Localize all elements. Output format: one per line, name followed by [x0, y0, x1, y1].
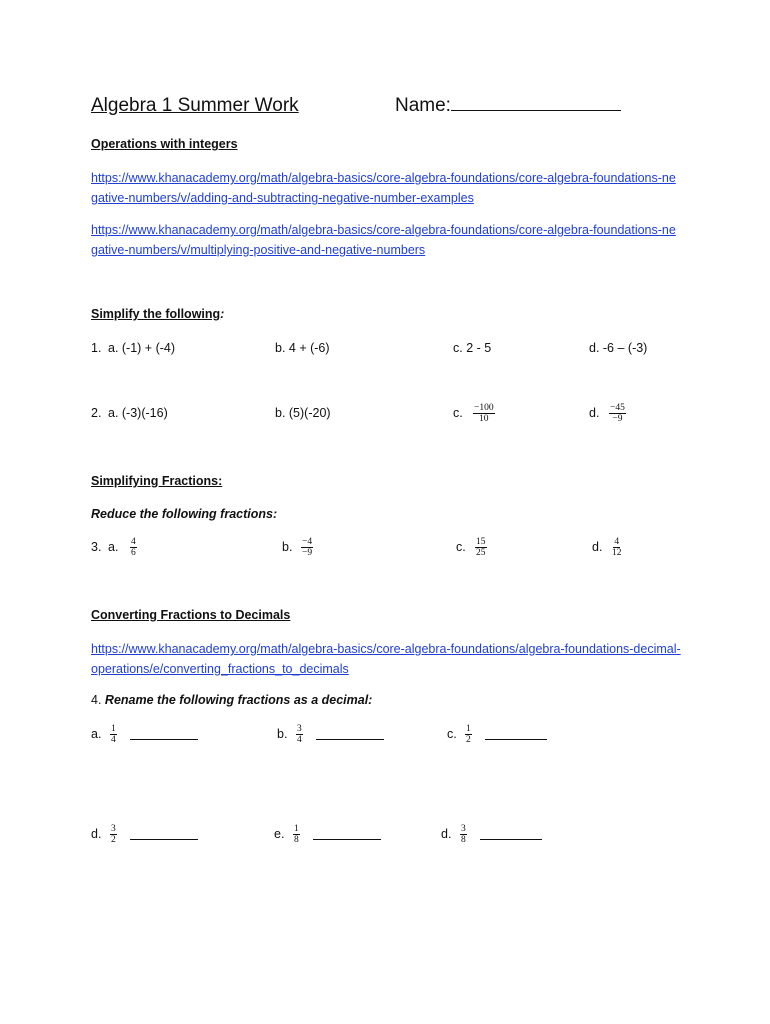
fraction-denominator: 8	[294, 835, 299, 845]
fraction-denominator: −9	[612, 414, 623, 424]
q4-item-d-label: d.	[91, 827, 102, 841]
name-blank[interactable]	[451, 110, 621, 111]
q4-item-b-label: b.	[277, 727, 288, 741]
name-field[interactable]	[395, 95, 621, 117]
fraction-denominator: 10	[479, 414, 489, 424]
section-heading-fractions: Simplifying Fractions:	[91, 474, 223, 488]
q3-part-a-label: a.	[108, 540, 119, 554]
name-label: Name:	[395, 95, 451, 116]
q1-number: 1.	[91, 341, 102, 355]
fraction-numerator: −4	[302, 537, 313, 547]
q4-item-e-label: e.	[274, 827, 285, 841]
q4-item-e-fraction	[293, 824, 300, 845]
q4-item-f-fraction	[460, 824, 467, 845]
q2-part-c-label: c.	[453, 406, 463, 420]
q4-item-c-fraction	[465, 724, 472, 745]
page-title: Algebra 1 Summer Work	[91, 95, 299, 116]
q4-item-f-label: d.	[441, 827, 452, 841]
simplify-heading-text: Simplify the following	[91, 307, 221, 321]
fraction-denominator: 4	[297, 735, 302, 745]
fraction-numerator: 15	[476, 537, 486, 547]
q4-number: 4.	[91, 693, 102, 707]
fraction-denominator: 25	[476, 548, 486, 558]
fraction-numerator: 4	[614, 537, 620, 547]
q4-item-b-fraction	[296, 724, 303, 745]
q3-part-b-fraction	[301, 537, 313, 558]
simplify-heading-colon: :	[220, 307, 225, 321]
fraction-numerator: 4	[131, 537, 136, 547]
fraction-numerator: 1	[294, 824, 299, 834]
q4-item-a-label: a.	[91, 727, 102, 741]
q4-instruction: Rename the following fractions as a decimal:	[104, 693, 373, 707]
section-heading-converting: Converting Fractions to Decimals	[91, 608, 291, 622]
fractions-instruction: Reduce the following fractions:	[91, 507, 278, 521]
fraction-numerator: −100	[474, 403, 494, 413]
fraction-denominator: 6	[131, 548, 136, 558]
fraction-denominator: 2	[111, 835, 116, 845]
q3-number: 3.	[91, 540, 102, 554]
khan-link-converting[interactable]: https://www.khanacademy.org/math/algebra-basics/core-algebra-foundations/algebra-foundations-decimal-operations/e/converting_fractions_to_decimals	[91, 642, 681, 676]
fraction-numerator: 3	[297, 724, 302, 734]
q2-part-a: a. (-3)(-16)	[108, 406, 168, 420]
q1-part-b: b. 4 + (-6)	[275, 341, 330, 355]
q2-part-d-fraction	[609, 403, 626, 424]
fraction-denominator: 12	[612, 548, 622, 558]
section-heading-operations: Operations with integers	[91, 137, 238, 151]
q3-part-c-label: c.	[456, 540, 466, 554]
q2-part-c-fraction	[473, 403, 495, 424]
q4-item-e-answer-blank[interactable]	[313, 827, 381, 845]
q1-part-d: d. -6 – (-3)	[589, 341, 648, 355]
q1-part-a: a. (-1) + (-4)	[108, 341, 176, 355]
q3-part-a-fraction	[130, 537, 137, 558]
fraction-numerator: 1	[466, 724, 471, 734]
q2-part-b: b. (5)(-20)	[275, 406, 331, 420]
fraction-numerator: 3	[461, 824, 466, 834]
fraction-numerator: 3	[111, 824, 116, 834]
q3-part-c-fraction	[475, 537, 487, 558]
q4-item-a-fraction	[110, 724, 117, 745]
q2-part-d-label: d.	[589, 406, 600, 420]
section-heading-simplify	[91, 307, 224, 321]
khan-link-multiplying[interactable]: https://www.khanacademy.org/math/algebra-basics/core-algebra-foundations/core-algebra-foundations-negative-numbers/v/multiplying-positive-and-negative-numbers	[91, 223, 676, 257]
q4-item-b-answer-blank[interactable]	[316, 727, 384, 745]
q4-item-f-answer-blank[interactable]	[480, 827, 542, 845]
khan-link-adding[interactable]: https://www.khanacademy.org/math/algebra-basics/core-algebra-foundations/core-algebra-foundations-negative-numbers/v/adding-and-subtracting-negative-number-examples	[91, 171, 676, 205]
fraction-denominator: 2	[466, 735, 471, 745]
fraction-denominator: 8	[461, 835, 466, 845]
q3-part-d-fraction	[612, 537, 622, 558]
q4-item-c-answer-blank[interactable]	[485, 727, 547, 745]
q4-prompt	[91, 693, 372, 707]
q2-number: 2.	[91, 406, 102, 420]
fraction-numerator: 1	[111, 724, 116, 734]
fraction-denominator: −9	[302, 548, 313, 558]
fraction-denominator: 4	[111, 735, 116, 745]
q1-part-c: c. 2 - 5	[453, 341, 492, 355]
q4-item-a-answer-blank[interactable]	[130, 727, 198, 745]
q3-part-b-label: b.	[282, 540, 293, 554]
q4-item-d-fraction	[110, 824, 117, 845]
q3-part-d-label: d.	[592, 540, 603, 554]
q4-item-c-label: c.	[447, 727, 457, 741]
fraction-numerator: −45	[610, 403, 625, 413]
q4-item-d-answer-blank[interactable]	[130, 827, 198, 845]
